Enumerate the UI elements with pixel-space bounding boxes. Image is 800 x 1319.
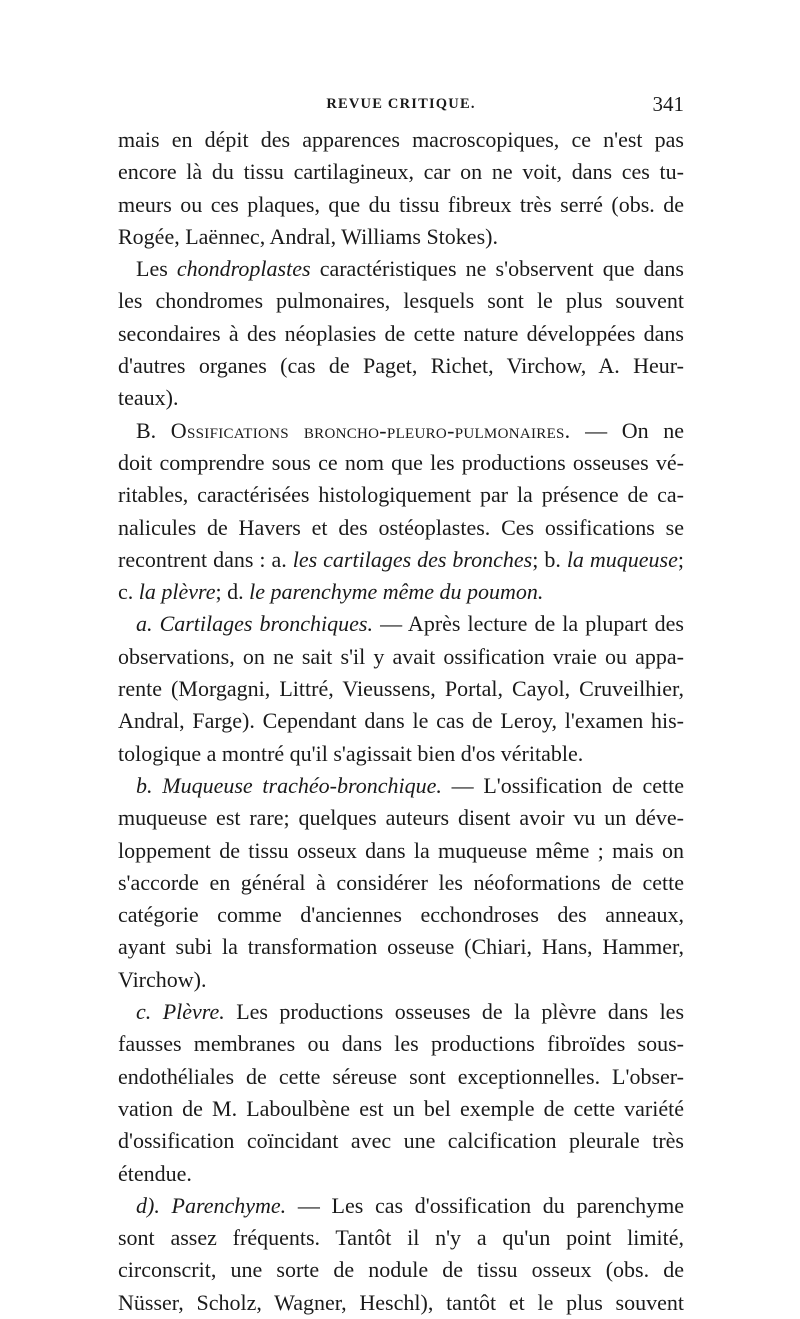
text-line: tologique a montré qu'il s'agissait bien d'os véritable. bbox=[118, 740, 584, 766]
text-line: endothéliales de cette séreuse sont exceptionnelles. L'obser- bbox=[118, 1063, 684, 1089]
page-body bbox=[118, 124, 684, 1319]
subsection-heading: b. Muqueuse trachéo-bronchique. bbox=[136, 772, 442, 798]
page-header bbox=[118, 92, 684, 116]
text-line: vation de M. Laboulbène est un bel exemple de cette variété bbox=[118, 1095, 684, 1121]
text-line: Nüsser, Scholz, Wagner, Heschl), tantôt et le plus souvent bbox=[118, 1289, 684, 1315]
subsection-line bbox=[118, 1190, 684, 1222]
text-run: c. bbox=[118, 579, 139, 605]
text-line: loppement de tissu osseux dans la muqueuse même ; mais on bbox=[118, 837, 684, 863]
text-line: secondaires à des néoplasies de cette nature développées dans bbox=[118, 320, 684, 346]
subsection-line bbox=[118, 996, 684, 1028]
text-run: ; b. bbox=[532, 546, 567, 572]
section-heading-line bbox=[118, 415, 684, 447]
text-run: — L'ossification de cette bbox=[441, 772, 684, 798]
subsection-heading: a. Cartilages bronchiques. bbox=[136, 611, 373, 637]
italic-term: la plèvre bbox=[138, 579, 216, 605]
text-line: d'autres organes (cas de Paget, Richet, Virchow, A. Heur- bbox=[118, 353, 684, 379]
text-line: encore là du tissu cartilagineux, car on ne voit, dans ces tu- bbox=[118, 159, 684, 185]
text-line: doit comprendre sous ce nom que les productions osseuses vé- bbox=[118, 449, 684, 475]
text-line: nalicules de Havers et des ostéoplastes. Ces ossifications se bbox=[118, 514, 684, 540]
section-heading: Ossifications broncho-pleuro-pulmonaires. bbox=[170, 417, 571, 443]
text-run: ; bbox=[677, 546, 684, 572]
text-line: s'accorde en général à considérer les néoformations de cette bbox=[118, 869, 684, 895]
text-run: Les bbox=[136, 256, 177, 282]
italic-term: la muqueuse bbox=[566, 546, 678, 572]
text-line: sont assez fréquents. Tantôt il n'y a qu'un point limité, bbox=[118, 1225, 684, 1251]
subsection-heading: d). Parenchyme. bbox=[136, 1192, 287, 1218]
text-line: catégorie comme d'anciennes ecchondroses des anneaux, bbox=[118, 902, 684, 928]
text-line: mais en dépit des apparences macroscopiques, ce n'est pas bbox=[118, 127, 684, 152]
text-line: teaux). bbox=[118, 385, 179, 411]
italic-term: chondroplastes bbox=[176, 256, 311, 282]
text-run: — Après lecture de la plupart des bbox=[373, 611, 684, 637]
italic-term: les cartilages des bronches bbox=[292, 546, 533, 572]
text-run: recontrent dans : a. bbox=[118, 546, 293, 572]
text-run: ; d. bbox=[215, 579, 250, 605]
subsection-line bbox=[118, 770, 684, 802]
text-line bbox=[118, 253, 684, 285]
text-line: muqueuse est rare; quelques auteurs disent avoir vu un déve- bbox=[118, 805, 684, 831]
text-line: observations, on ne sait s'il y avait ossification vraie ou appa- bbox=[118, 643, 684, 669]
text-line: fausses membranes ou dans les productions fibroïdes sous- bbox=[118, 1031, 684, 1057]
text-line bbox=[118, 576, 684, 608]
italic-term: le parenchyme même du poumon. bbox=[249, 579, 544, 605]
text-line: rente (Morgagni, Littré, Vieussens, Portal, Cayol, Cruveilhier, bbox=[118, 676, 684, 702]
text-line: étendue. bbox=[118, 1160, 192, 1186]
page-number: 341 bbox=[652, 92, 684, 116]
text-line: ritables, caractérisées histologiquement par la présence de ca- bbox=[118, 482, 684, 508]
text-line: d'ossification coïncidant avec une calcification pleurale très bbox=[118, 1128, 684, 1154]
text-run: Les productions osseuses de la plèvre dans les bbox=[224, 999, 685, 1025]
text-run: — Les cas d'ossification du parenchyme bbox=[286, 1192, 684, 1218]
text-line: Rogée, Laënnec, Andral, Williams Stokes). bbox=[118, 223, 498, 249]
text-run: caractéristiques ne s'observent que dans bbox=[310, 256, 684, 282]
text-line: Virchow). bbox=[118, 966, 207, 992]
text-line: meurs ou ces plaques, que du tissu fibreux très serré (obs. de bbox=[118, 191, 684, 217]
subsection-line bbox=[118, 608, 684, 640]
text-run: B. bbox=[136, 417, 171, 443]
text-line: les chondromes pulmonaires, lesquels sont le plus souvent bbox=[118, 288, 684, 314]
text-line: circonscrit, une sorte de nodule de tissu osseux (obs. de bbox=[118, 1257, 684, 1283]
text-line: ayant subi la transformation osseuse (Chiari, Hans, Hammer, bbox=[118, 934, 684, 960]
text-run: — On ne bbox=[570, 417, 684, 443]
text-line bbox=[118, 544, 684, 576]
running-title: REVUE CRITIQUE. bbox=[326, 96, 476, 112]
subsection-heading: c. Plèvre. bbox=[136, 999, 225, 1025]
text-line: Andral, Farge). Cependant dans le cas de Leroy, l'examen his- bbox=[118, 708, 684, 734]
